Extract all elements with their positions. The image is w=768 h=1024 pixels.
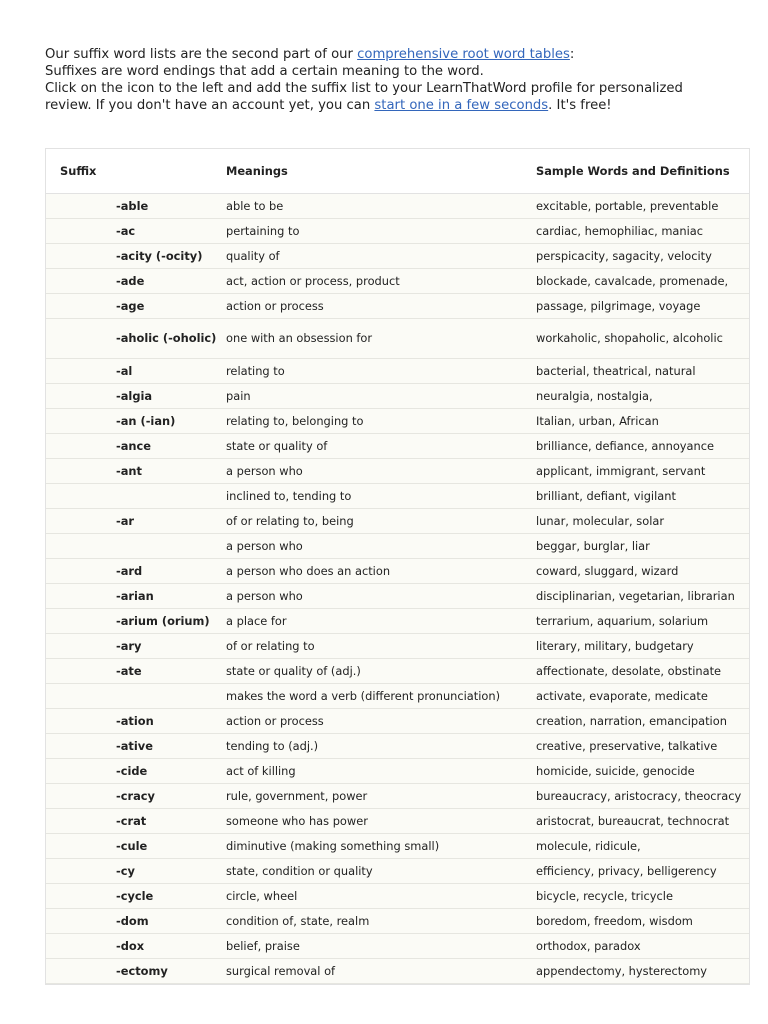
row-icon-cell — [46, 509, 116, 534]
row-icon-cell — [46, 784, 116, 809]
row-icon-cell — [46, 684, 116, 709]
suffix-cell: -acity (-ocity) — [116, 248, 203, 263]
suffix-table — [46, 149, 749, 984]
table-row — [46, 319, 749, 359]
row-icon-cell — [46, 884, 116, 909]
row-icon-cell — [46, 959, 116, 984]
table-row — [46, 734, 749, 759]
meaning-cell: of or relating to — [226, 638, 315, 653]
row-icon-cell — [46, 359, 116, 384]
samples-cell: aristocrat, bureaucrat, technocrat — [536, 813, 730, 828]
table-row — [46, 484, 749, 509]
table-row — [46, 759, 749, 784]
header-meanings: Meanings — [226, 149, 536, 194]
suffix-cell: -ectomy — [116, 963, 168, 978]
suffix-cell: -able — [116, 198, 149, 213]
samples-cell: creation, narration, emancipation — [536, 713, 727, 728]
samples-cell: brilliance, defiance, annoyance — [536, 438, 715, 453]
meaning-cell: able to be — [226, 198, 284, 213]
suffix-cell: -an (-ian) — [116, 413, 176, 428]
samples-cell: excitable, portable, preventable — [536, 198, 719, 213]
intro-line-2: Suffixes are word endings that add a certain meaning to the word. — [45, 64, 484, 79]
intro-paragraph — [45, 46, 745, 114]
samples-cell: blockade, cavalcade, promenade, — [536, 273, 729, 288]
meaning-cell: a person who does an action — [226, 563, 391, 578]
meaning-cell: action or process — [226, 298, 324, 313]
meaning-cell: relating to — [226, 363, 285, 378]
samples-cell: workaholic, shopaholic, alcoholic — [536, 331, 723, 345]
table-row — [46, 684, 749, 709]
table-body — [46, 194, 749, 984]
samples-cell: literary, military, budgetary — [536, 638, 694, 653]
table-row — [46, 434, 749, 459]
root-word-tables-link[interactable]: comprehensive root word tables — [357, 47, 570, 62]
suffix-cell: -ac — [116, 223, 136, 238]
suffix-cell: -ant — [116, 463, 142, 478]
samples-cell: neuralgia, nostalgia, — [536, 388, 653, 403]
row-icon-cell — [46, 219, 116, 244]
suffix-cell — [116, 684, 226, 709]
suffix-cell: -ary — [116, 638, 142, 653]
table-row — [46, 559, 749, 584]
row-icon-cell — [46, 909, 116, 934]
row-icon-cell — [46, 269, 116, 294]
meaning-cell: makes the word a verb (different pronunciation) — [226, 688, 501, 703]
row-icon-cell — [46, 534, 116, 559]
table-row — [46, 359, 749, 384]
samples-cell: bicycle, recycle, tricycle — [536, 888, 673, 903]
row-icon-cell — [46, 934, 116, 959]
samples-cell: orthodox, paradox — [536, 938, 641, 953]
samples-cell: activate, evaporate, medicate — [536, 688, 708, 703]
row-icon-cell — [46, 194, 116, 219]
row-icon-cell — [46, 434, 116, 459]
meaning-cell: act of killing — [226, 763, 296, 778]
meaning-cell: act, action or process, product — [226, 273, 400, 288]
row-icon-cell — [46, 759, 116, 784]
intro-line-1 — [45, 46, 745, 63]
create-account-link[interactable]: start one in a few seconds — [374, 98, 549, 113]
table-row — [46, 219, 749, 244]
suffix-cell: -age — [116, 298, 145, 313]
row-icon-cell — [46, 634, 116, 659]
table-row — [46, 409, 749, 434]
samples-cell: applicant, immigrant, servant — [536, 463, 706, 478]
meaning-cell: circle, wheel — [226, 888, 298, 903]
meaning-cell: surgical removal of — [226, 963, 336, 978]
suffix-cell: -ar — [116, 513, 135, 528]
header-samples: Sample Words and Definitions — [536, 149, 749, 194]
suffix-cell — [116, 534, 226, 559]
row-icon-cell — [46, 709, 116, 734]
meaning-cell: state or quality of (adj.) — [226, 663, 361, 678]
samples-cell: molecule, ridicule, — [536, 838, 641, 853]
samples-cell: cardiac, hemophiliac, maniac — [536, 223, 704, 238]
samples-cell: bacterial, theatrical, natural — [536, 363, 696, 378]
table-row — [46, 584, 749, 609]
suffix-cell: -algia — [116, 388, 153, 403]
meaning-cell: one with an obsession for — [226, 331, 373, 345]
intro-text: review. If you don't have an account yet, you can — [45, 98, 375, 113]
suffix-cell: -cide — [116, 763, 148, 778]
meaning-cell: a person who — [226, 588, 303, 603]
intro-line-3: Click on the icon to the left and add the suffix list to your LearnThatWord profile for personalized — [45, 81, 683, 96]
row-icon-cell — [46, 734, 116, 759]
meaning-cell: state or quality of — [226, 438, 328, 453]
table-row — [46, 784, 749, 809]
meaning-cell: state, condition or quality — [226, 863, 373, 878]
table-row — [46, 709, 749, 734]
table-row — [46, 959, 749, 984]
samples-cell: brilliant, defiant, vigilant — [536, 488, 676, 503]
suffix-cell: -ation — [116, 713, 154, 728]
suffix-table-container — [45, 148, 750, 985]
suffix-cell: -cule — [116, 838, 148, 853]
table-row — [46, 634, 749, 659]
suffix-cell: -ade — [116, 273, 145, 288]
suffix-cell: -cy — [116, 863, 135, 878]
samples-cell: passage, pilgrimage, voyage — [536, 298, 701, 313]
row-icon-cell — [46, 484, 116, 509]
samples-cell: perspicacity, sagacity, velocity — [536, 248, 712, 263]
samples-cell: appendectomy, hysterectomy — [536, 963, 708, 978]
header-suffix: Suffix — [46, 149, 226, 194]
table-row — [46, 194, 749, 219]
suffix-cell: -dox — [116, 938, 145, 953]
table-row — [46, 809, 749, 834]
row-icon-cell — [46, 859, 116, 884]
table-row — [46, 269, 749, 294]
samples-cell: efficiency, privacy, belligerency — [536, 863, 717, 878]
row-icon-cell — [46, 559, 116, 584]
meaning-cell: diminutive (making something small) — [226, 838, 440, 853]
samples-cell: bureaucracy, aristocracy, theocracy — [536, 788, 742, 803]
samples-cell: homicide, suicide, genocide — [536, 763, 695, 778]
row-icon-cell — [46, 584, 116, 609]
suffix-cell: -ance — [116, 438, 152, 453]
meaning-cell: pertaining to — [226, 223, 300, 238]
meaning-cell: tending to (adj.) — [226, 738, 319, 753]
samples-cell: affectionate, desolate, obstinate — [536, 663, 722, 678]
meaning-cell: belief, praise — [226, 938, 300, 953]
table-row — [46, 294, 749, 319]
samples-cell: lunar, molecular, solar — [536, 513, 665, 528]
samples-cell: boredom, freedom, wisdom — [536, 913, 693, 928]
table-row — [46, 884, 749, 909]
table-row — [46, 859, 749, 884]
suffix-cell: -ard — [116, 563, 143, 578]
table-row — [46, 509, 749, 534]
samples-cell: beggar, burglar, liar — [536, 538, 650, 553]
table-row — [46, 384, 749, 409]
meaning-cell: quality of — [226, 248, 280, 263]
meaning-cell: action or process — [226, 713, 324, 728]
samples-cell: creative, preservative, talkative — [536, 738, 718, 753]
row-icon-cell — [46, 459, 116, 484]
table-row — [46, 909, 749, 934]
intro-text: : — [569, 47, 575, 62]
suffix-cell: -aholic (-oholic) — [116, 331, 217, 345]
suffix-cell: -cycle — [116, 888, 154, 903]
meaning-cell: a place for — [226, 613, 287, 628]
suffix-cell: -arium (orium) — [116, 613, 210, 628]
row-icon-cell — [46, 409, 116, 434]
suffix-cell: -ate — [116, 663, 142, 678]
table-row — [46, 609, 749, 634]
table-row — [46, 459, 749, 484]
meaning-cell: a person who — [226, 538, 303, 553]
table-row — [46, 934, 749, 959]
suffix-cell: -arian — [116, 588, 154, 603]
samples-cell: disciplinarian, vegetarian, librarian — [536, 588, 735, 603]
suffix-cell: -crat — [116, 813, 147, 828]
row-icon-cell — [46, 244, 116, 269]
samples-cell: coward, sluggard, wizard — [536, 563, 679, 578]
row-icon-cell — [46, 319, 116, 359]
suffix-cell: -ative — [116, 738, 153, 753]
meaning-cell: relating to, belonging to — [226, 413, 364, 428]
row-icon-cell — [46, 659, 116, 684]
meaning-cell: inclined to, tending to — [226, 488, 352, 503]
intro-line-4 — [45, 97, 745, 114]
table-row — [46, 534, 749, 559]
row-icon-cell — [46, 609, 116, 634]
suffix-cell: -cracy — [116, 788, 155, 803]
samples-cell: Italian, urban, African — [536, 413, 659, 428]
row-icon-cell — [46, 294, 116, 319]
samples-cell: terrarium, aquarium, solarium — [536, 613, 709, 628]
intro-text: Our suffix word lists are the second part of our — [45, 47, 358, 62]
meaning-cell: of or relating to, being — [226, 513, 354, 528]
meaning-cell: rule, government, power — [226, 788, 368, 803]
intro-text: . It's free! — [548, 98, 612, 113]
table-header-row — [46, 149, 749, 194]
suffix-cell: -al — [116, 363, 133, 378]
row-icon-cell — [46, 809, 116, 834]
meaning-cell: a person who — [226, 463, 303, 478]
suffix-cell: -dom — [116, 913, 149, 928]
suffix-cell — [116, 484, 226, 509]
row-icon-cell — [46, 834, 116, 859]
table-row — [46, 659, 749, 684]
table-row — [46, 244, 749, 269]
table-row — [46, 834, 749, 859]
row-icon-cell — [46, 384, 116, 409]
meaning-cell: someone who has power — [226, 813, 368, 828]
meaning-cell: condition of, state, realm — [226, 913, 370, 928]
meaning-cell: pain — [226, 388, 251, 403]
